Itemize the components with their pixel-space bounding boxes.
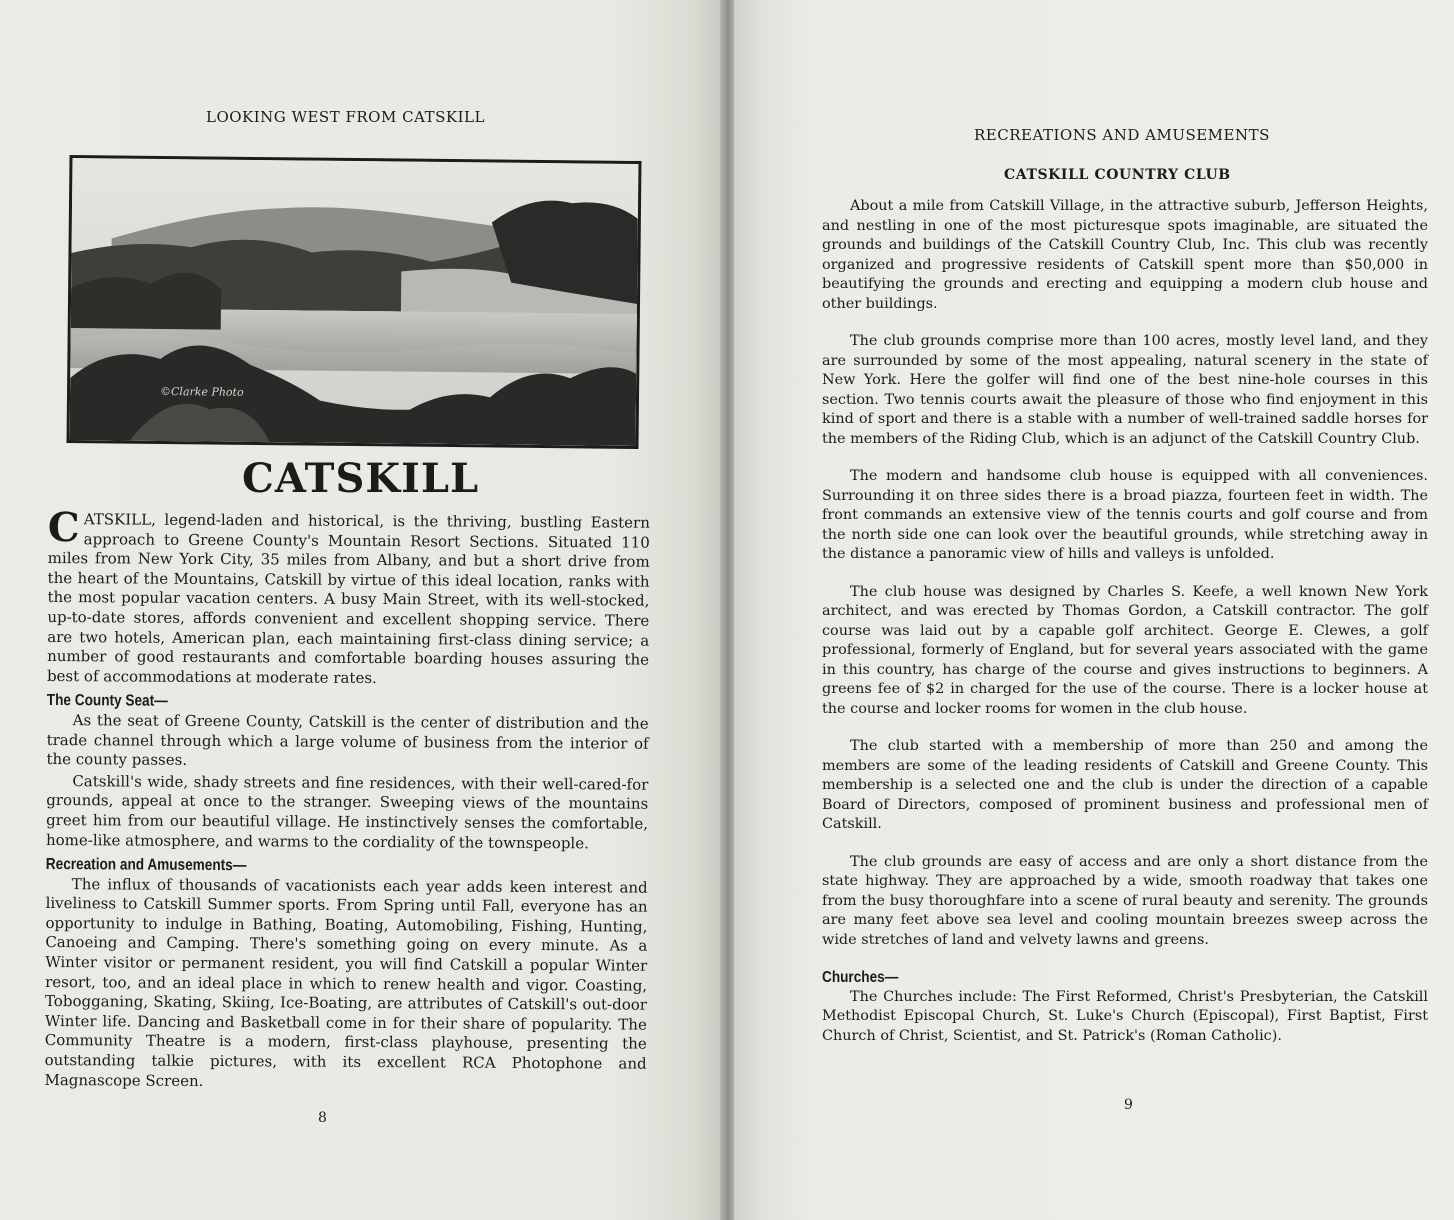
- county-seat-heading: The County Seat—: [46, 692, 168, 711]
- recreation-paragraph: The influx of thousands of vacationists each year adds keen interest and liveliness to Catskill Summer sports. From Spring until Fall, everyone has an opportunity to indulge in Bathing, Boating, Automobiling, Fishing, Hunting, Canoeing and Camping. There's something going on every minute. As a Winter visitor or permanent resident, you will find Catskill a popular Winter resort, too, and an ideal place in which to renew health and vigor. Coasting, Tobogganing, Skating, Skiing, Ice-Boating, are attributes of Catskill's out-door Winter life. Dancing and Basketball come in for their share of popularity. The Community Theatre is a modern, first-class playhouse, presenting the outstanding talkie pictures, with its excellent RCA Photophone and Magnascope Screen.: [44, 874, 648, 1090]
- drop-cap: C: [47, 504, 80, 552]
- intro-paragraph: [46, 504, 650, 690]
- left-running-head: LOOKING WEST FROM CATSKILL: [206, 108, 485, 126]
- club-paragraph-2: The club grounds comprise more than 100 acres, mostly level land, and they are surrounded by some of the most appealing, natural scenery in the state of New York. Here the golfer will find one of the best nine-hole courses in this section. Two tennis courts await the pleasure of those who find enjoyment in this kind of sport and there is a stable with a number of well-trained saddle horses for the members of the Riding Club, which is an adjunct of the Catskill Country Club.: [822, 333, 1428, 447]
- right-body-text: [822, 197, 1428, 1046]
- club-paragraph-1: About a mile from Catskill Village, in the attractive suburb, Jefferson Heights, and nestling in one of the most picturesque spots imaginable, are situated the grounds and buildings of the Catskill Country Club, Inc. This club was recently organized and progressive residents of Catskill spent more than $50,000 in beautifying the grounds and erecting and equipping a modern club house and other buildings.: [822, 198, 1428, 312]
- right-running-head: RECREATIONS AND AMUSEMENTS: [974, 126, 1270, 144]
- club-paragraph-4: The club house was designed by Charles S. Keefe, a well known New York architect, and was erected by Thomas Gordon, a Catskill contractor. The golf course was laid out by a capable golf architect. George E. Clewes, a golf professional, formerly of England, but for several years associated with the game in this country, has charge of the course and gives instructions to beginners. A greens fee of $2 in charged for the use of the course. There is a locker house at the course and locker rooms for women in the club house.: [822, 583, 1428, 717]
- recreation-heading: Recreation and Amusements—: [45, 856, 247, 875]
- club-paragraph-3: The modern and handsome club house is equipped with all conveniences. Surrounding it on three sides there is a broad piazza, fourteen feet in width. The front commands an extensive view of the tennis courts and golf course and from the north side one can look over the beautiful grounds, while stretching away in the distance a panoramic view of hills and valleys is unfolded.: [822, 468, 1428, 562]
- club-paragraph-5: The club started with a membership of more than 250 and among the members are some of the leading residents of Catskill and Greene County. This membership is a selected one and the club is under the direction of a capable Board of Directors, composed of prominent business and professional men of Catskill.: [822, 738, 1428, 832]
- intro-text: ATSKILL, legend-laden and historical, is the thriving, bustling Eastern approach to Greene County's Mountain Resort Sections. Situated 110 miles from New York City, 35 miles from Albany, and but a short drive from the heart of the Mountains, Catskill by virtue of this ideal location, ranks with the most popular vacation centers. A busy Main Street, with its well-stocked, up-to-date stores, affords convenient and excellent shopping service. There are two hotels, American plan, each maintaining first-class dining service; a number of good restaurants and comfortable boarding houses assuring the best of accommodations at moderate rates.: [46, 510, 650, 687]
- churches-paragraph: The Churches include: The First Reformed, Christ's Presbyterian, the Catskill Methodist Episcopal Church, St. Luke's Church (Episcopal), First Baptist, First Church of Christ, Scientist, and St. Patrick's (Roman Catholic).: [822, 988, 1428, 1044]
- county-seat-paragraph-2: Catskill's wide, shady streets and fine residences, with their well-cared-for grounds, appeal at once to the stranger. Sweeping views of the mountains greet him from our beautiful village. He instinctively senses the comfortable, home-like atmosphere, and warms to the cordiality of the townspeople.: [45, 771, 649, 852]
- county-seat-paragraph-1: As the seat of Greene County, Catskill is the center of distribution and the trade channel through which a large volume of business from the interior of the county passes.: [46, 711, 649, 769]
- photo-credit: ©Clarke Photo: [159, 384, 244, 399]
- club-paragraph-6: The club grounds are easy of access and are only a short distance from the state highway. They are approached by a wide, smooth roadway that takes one from the busy thoroughfare into a scene of rural beauty and serenity. The grounds are many feet above sea level and cooling mountain breezes sweep across the wide stretches of land and velvety lawns and greens.: [822, 853, 1428, 948]
- right-page-number: 9: [1124, 1097, 1133, 1113]
- page-title-catskill: CATSKILL: [242, 455, 480, 502]
- left-page-number: 8: [318, 1110, 327, 1126]
- left-body-text: [44, 504, 650, 1096]
- landscape-photo-image: [70, 158, 639, 446]
- landscape-photo: [67, 155, 642, 449]
- country-club-title: CATSKILL COUNTRY CLUB: [1004, 167, 1231, 183]
- churches-heading: Churches—: [822, 969, 899, 986]
